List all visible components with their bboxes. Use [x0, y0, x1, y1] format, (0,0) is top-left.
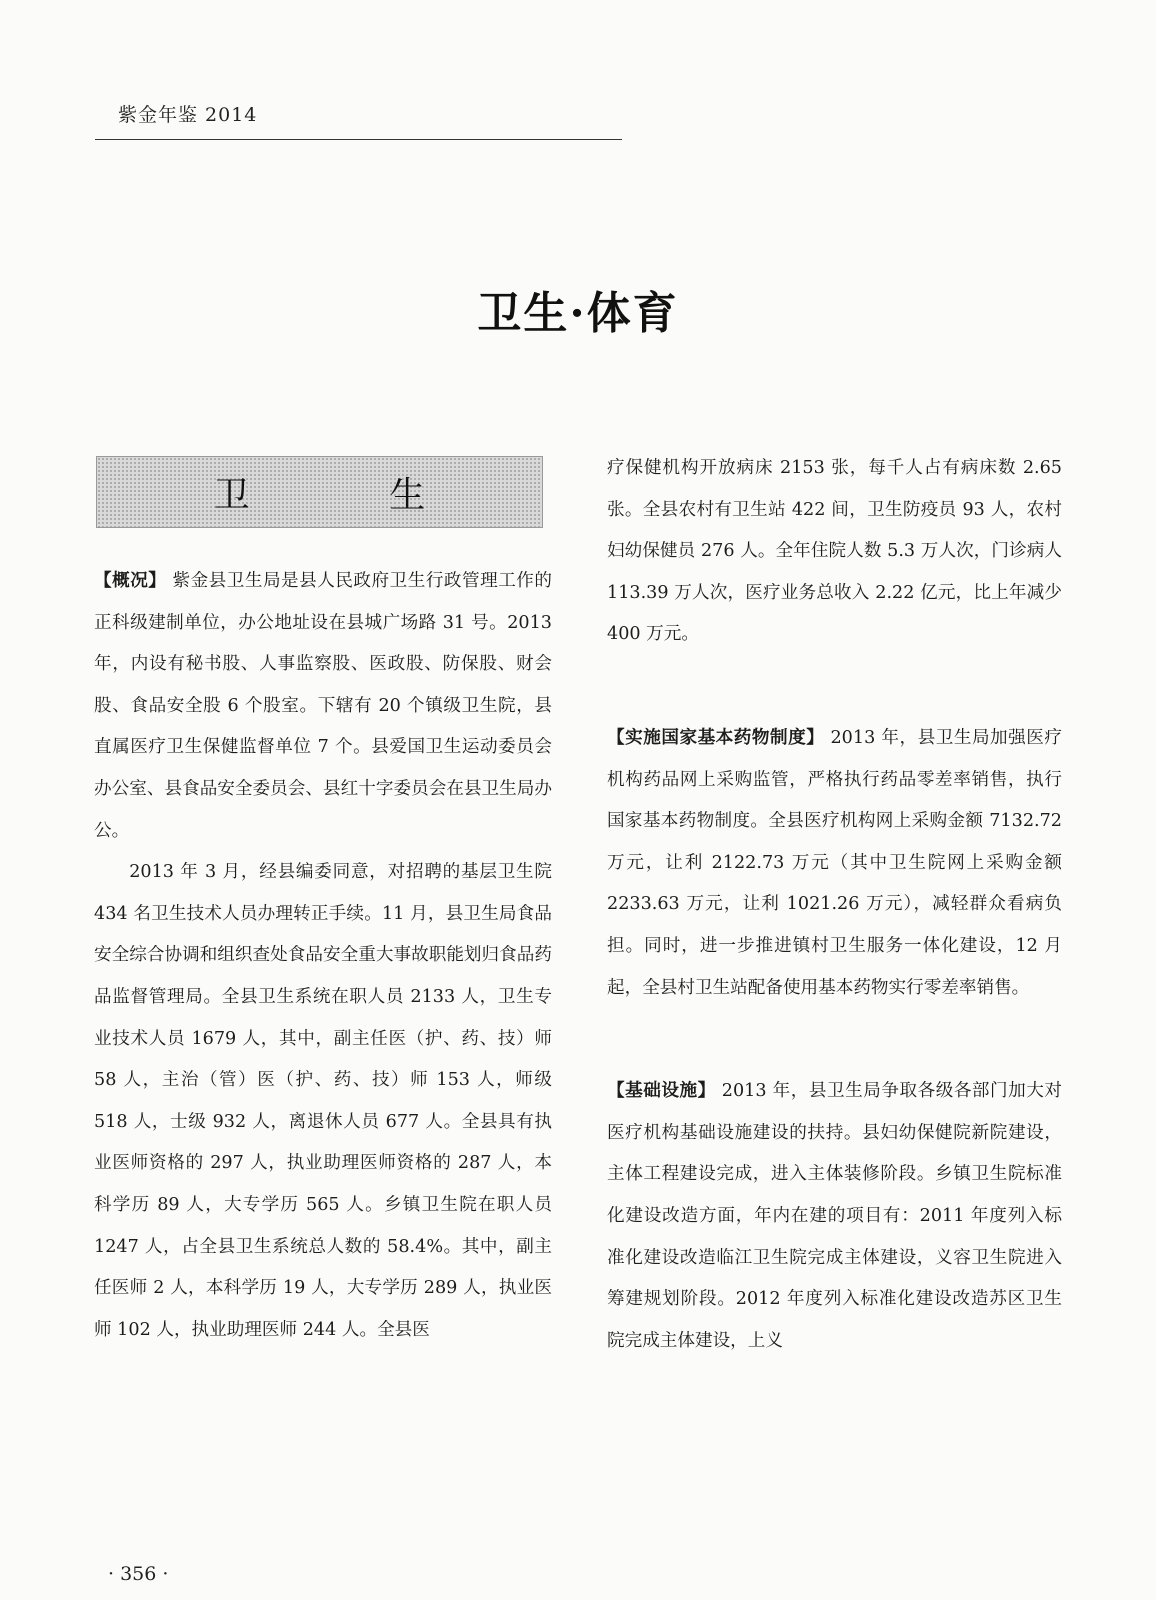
section-title: 卫 生	[213, 474, 490, 516]
paragraph-text: 2013 年，县卫生局争取各级各部门加大对医疗机构基础设施建设的扶持。县妇幼保健院新院建设，主体工程建设完成，进入主体装修阶段。乡镇卫生院标准化建设改造方面，年内在建的项目有：2011 年度列入标准化建设改造临江卫生院完成主体建设，义容卫生院进入筹建规划阶段。2012 年度列入标准化建设改造苏区卫生院完成主体建设，上义	[607, 1081, 1062, 1351]
left-column	[94, 561, 552, 1351]
page-number: · 356 ·	[108, 1563, 169, 1585]
running-head: 紫金年鉴 2014	[118, 104, 258, 126]
paragraph-label: 【概况】	[94, 571, 167, 591]
paragraph-overview	[94, 561, 552, 852]
header-rule	[95, 139, 622, 140]
paragraph-drug-system	[607, 718, 1062, 1009]
paragraph-label: 【实施国家基本药物制度】	[607, 727, 825, 748]
section-heading-box	[96, 456, 543, 528]
paragraph-infrastructure	[607, 1071, 1062, 1362]
paragraph-gap	[607, 656, 1062, 718]
paragraph-text: 2013 年，县卫生局加强医疗机构药品网上采购监管，严格执行药品零差率销售，执行国家基本药物制度。全县医疗机构网上采购金额 7132.72 万元，让利 2122.73 万元（其中卫生院网上采购金额 2233.63 万元，让利 1021.26 万元），减轻群众看病负担。同时，进一步推进镇村卫生服务一体化建设，12 月起，全县村卫生站配备使用基本药物实行零差率销售。	[607, 727, 1062, 998]
paragraph-gap	[607, 1009, 1062, 1071]
paragraph-label: 【基础设施】	[607, 1081, 716, 1102]
right-column	[607, 448, 1062, 1362]
paragraph-text: 紫金县卫生局是县人民政府卫生行政管理工作的正科级建制单位，办公地址设在县城广场路 31 号。2013 年，内设有秘书股、人事监察股、医政股、防保股、财会股、食品安全股 6 个股室。下辖有 20 个镇级卫生院，县直属医疗卫生保健监督单位 7 个。县爱国卫生运动委员会办公室、县食品安全委员会、县红十字委员会在县卫生局办公。	[94, 571, 552, 841]
chapter-title: 卫生·体育	[477, 288, 679, 339]
paragraph-text: 2013 年 3 月，经县编委同意，对招聘的基层卫生院 434 名卫生技术人员办理转正手续。11 月，县卫生局食品安全综合协调和组织查处食品安全重大事故职能划归食品药品监督管理局。全县卫生系统在职人员 2133 人，卫生专业技术人员 1679 人，其中，副主任医（护、药、技）师 58 人，主治（管）医（护、药、技）师 153 人，师级 518 人，士级 932 人，离退休人员 677 人。全县具有执业医师资格的 297 人，执业助理医师资格的 287 人，本科学历 89 人，大专学历 565 人。乡镇卫生院在职人员 1247 人，占全县卫生系统总人数的 58.4%。其中，副主任医师 2 人，本科学历 19 人，大专学历 289 人，执业医师 102 人，执业助理医师 244 人。全县医	[94, 862, 552, 1340]
paragraph-text: 疗保健机构开放病床 2153 张，每千人占有病床数 2.65 张。全县农村有卫生站 422 间，卫生防疫员 93 人，农村妇幼保健员 276 人。全年住院人数 5.3 万人次，门诊病人 113.39 万人次，医疗业务总收入 2.22 亿元，比上年减少 400 万元。	[607, 458, 1062, 645]
